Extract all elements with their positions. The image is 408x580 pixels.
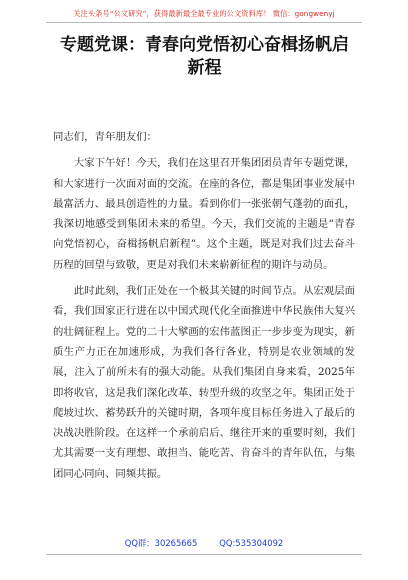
header-divider [46,22,362,23]
paragraph-1: 大家下午好！今天，我们在这里召开集团团员青年专题党课，和大家进行一次面对面的交流。在座的各位，都是集团事业发展中最富活力、最具创造性的力量。看到你们一张张朝气蓬勃的面孔，我深切地感受到集团未来的希望。今天，我们交流的主题是“青春向党悟初心，奋楫扬帆启新程”。这个主题，既是对我们过去奋斗历程的回望与致敬，更是对我们未来崭新征程的期许与动员。 [53,157,355,271]
document-body [53,127,355,484]
document-title: 专题党课：青春向党悟初心奋楫扬帆启新程 [60,35,349,78]
header-promo-note: 关注头条号“公文研究”，获得最新最全最专业的公文资料库！ 微信：gongwenyj [73,9,335,18]
footer-contact [0,537,408,549]
paragraph-2: 此时此刻，我们正处在一个极其关键的时间节点。从宏观层面看，我们国家正行进在以中国式现代化全面推进中华民族伟大复兴的壮阔征程上。党的二十大擘画的宏伟蓝图正一步步变为现实，新质生产力正在加速形成，为我们各行各业，特别是农业领域的发展，注入了前所未有的强大动能。从我们集团自身来看，2025年即将收官，这是我们深化改革、转型升级的攻坚之年。集团正处于爬坡过坎、蓄势跃升的关键时期，各项年度目标任务进入了最后的决战决胜阶段。在这样一个承前启后、继往开来的重要时刻，我们尤其需要一支有理想、敢担当、能吃苦、肯奋斗的青年队伍，与集团同心同向、同频共振。 [53,285,355,480]
footer-divider [46,554,362,555]
salutation: 同志们，青年朋友们： [53,131,157,143]
footer-qq-number: QQ:535304092 [219,538,284,548]
footer-qq-group: QQ群：30265665 [124,538,198,548]
